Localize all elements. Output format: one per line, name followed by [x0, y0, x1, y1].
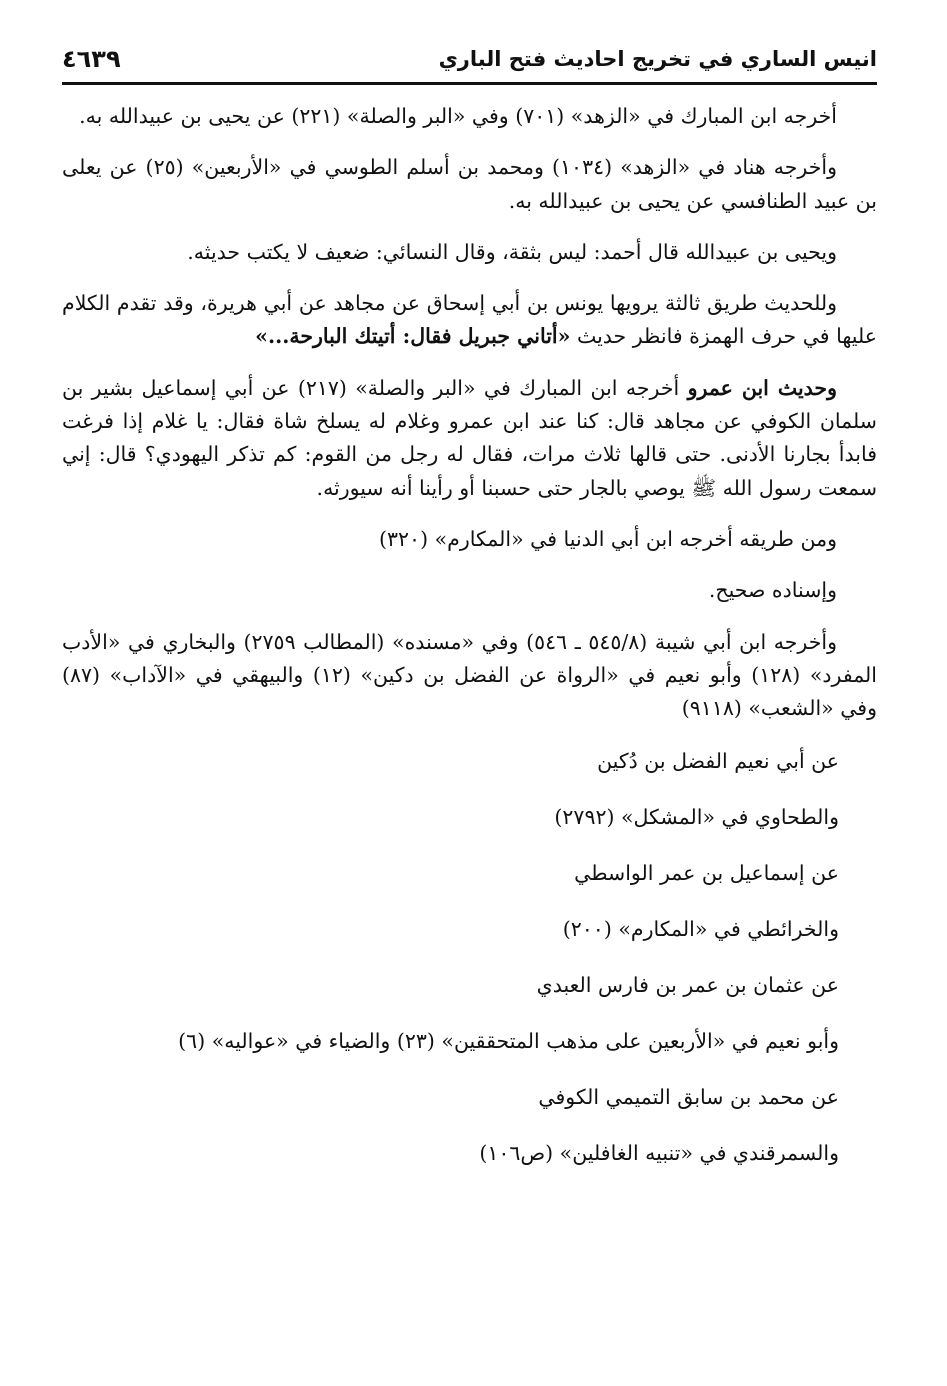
- chain-line-2: والطحاوي في «المشكل» (٢٧٩٢): [554, 805, 839, 830]
- paragraph-5-text: أخرجه ابن المبارك في «البر والصلة» (٢١٧) عن أبي إسماعيل بشير بن سلمان الكوفي عن مجاهد قال: كنا عند ابن عمرو وغلام له يسلخ شاة فقال: يا غلام إذا فرغت فابدأ بجارنا الأدنى. حتى قالها ثلاث مرات، فقال له رجل من القوم: كم تذكر اليهودي؟ قال: إني سمعت رسول الله ﷺ يوصي بالجار حتى حسبنا أو رأينا أنه سيورثه.: [62, 375, 877, 500]
- paragraph-6: ومن طريقه أخرجه ابن أبي الدنيا في «المكارم» (٣٢٠): [379, 526, 837, 551]
- paragraph-7: وإسناده صحيح.: [708, 578, 837, 603]
- chain-line-6: وأبو نعيم في «الأربعين على مذهب المتحققين» (٢٣) والضياء في «عواليه» (٦): [178, 1029, 839, 1054]
- chain-line-8: والسمرقندي في «تنبيه الغافلين» (ص١٠٦): [479, 1141, 839, 1166]
- paragraph-5-bold: وحديث ابن عمرو: [687, 375, 837, 400]
- running-title: انيس الساري في تخريج احاديث فتح الباري: [438, 47, 877, 71]
- paragraph-2: وأخرجه هناد في «الزهد» (١٠٣٤) ومحمد بن أسلم الطوسي في «الأربعين» (٢٥) عن يعلى بن عبيد الطنافسي عن يحيى بن عبيدالله به.: [62, 155, 877, 213]
- page-body: [62, 100, 877, 1193]
- paragraph-4-text: وللحديث طريق ثالثة يرويها يونس بن أبي إسحاق عن مجاهد عن أبي هريرة، وقد تقدم الكلام عليها في حرف الهمزة فانظر حديث: [62, 291, 877, 349]
- page-number: ٤٦٣٩: [62, 45, 121, 73]
- paragraph-4-bold: «أتاني جبريل فقال: أتيتك البارحة...»: [255, 324, 571, 349]
- chain-line-3: عن إسماعيل بن عمر الواسطي: [574, 861, 839, 886]
- paragraph-5: [62, 372, 877, 505]
- chain-line-1: عن أبي نعيم الفضل بن دُكين: [597, 749, 839, 774]
- paragraph-8: وأخرجه ابن أبي شيبة (٥٤٥/٨ ـ ٥٤٦) وفي «مسنده» (المطالب ٢٧٥٩) والبخاري في «الأدب المفرد» (١٢٨) وأبو نعيم في «الرواة عن الفضل بن دكين» (١٢) والبيهقي في «الآداب» (٨٧) وفي «الشعب» (٩١١٨): [62, 629, 877, 721]
- paragraph-4: [62, 287, 877, 354]
- chain-line-5: عن عثمان بن عمر بن فارس العبدي: [536, 973, 839, 998]
- chain-line-7: عن محمد بن سابق التميمي الكوفي: [538, 1085, 839, 1110]
- chain-line-4: والخرائطي في «المكارم» (٢٠٠): [562, 917, 839, 942]
- running-header: [62, 36, 877, 85]
- paragraph-1: أخرجه ابن المبارك في «الزهد» (٧٠١) وفي «البر والصلة» (٢٢١) عن يحيى بن عبيدالله به.: [79, 104, 837, 128]
- paragraph-3: ويحيى بن عبيدالله قال أحمد: ليس بثقة، وقال النسائي: ضعيف لا يكتب حديثه.: [187, 239, 837, 264]
- isnad-chain: [62, 745, 877, 1193]
